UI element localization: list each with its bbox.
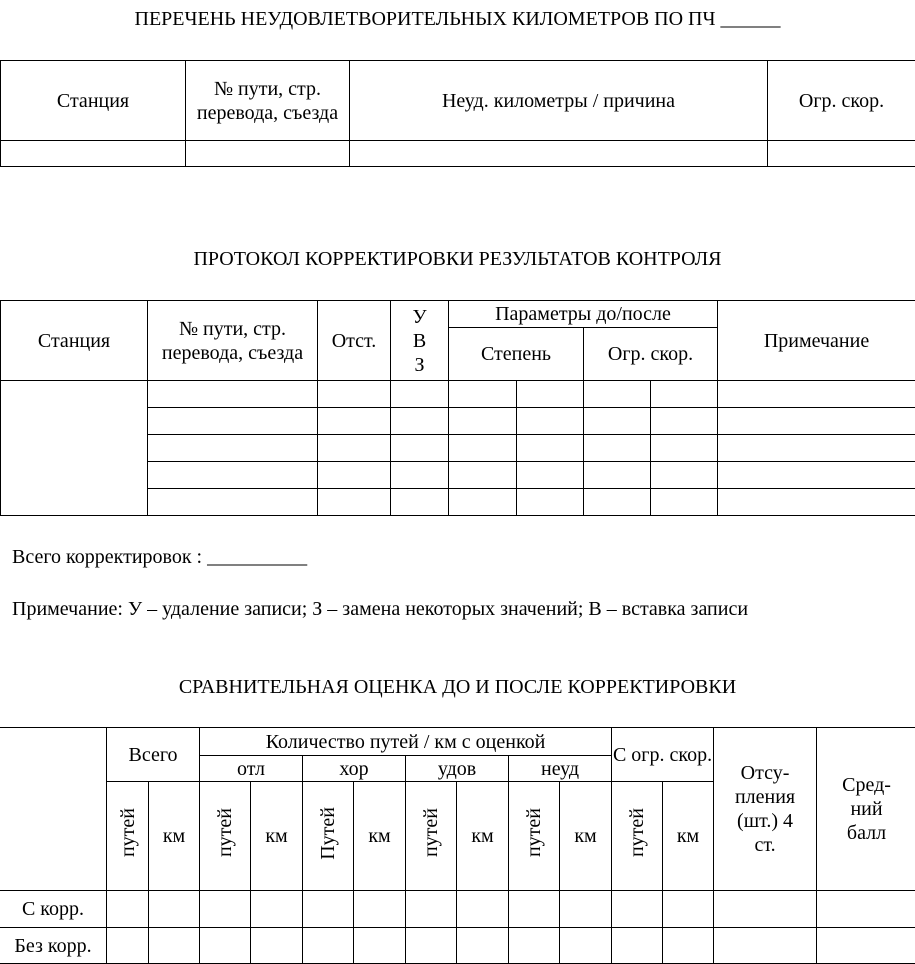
table-cell[interactable]	[584, 435, 651, 462]
column-header-track: № пути, стр. перевода, съезда	[186, 61, 350, 141]
sub-header-km: км	[149, 782, 200, 891]
table-cell[interactable]	[318, 462, 391, 489]
table-cell[interactable]	[186, 141, 350, 167]
table-cell[interactable]	[714, 891, 817, 928]
table-cell[interactable]	[718, 435, 915, 462]
table-cell[interactable]	[718, 462, 915, 489]
comparison-table	[0, 727, 915, 964]
table-cell[interactable]	[449, 462, 517, 489]
table-cell[interactable]	[200, 891, 251, 928]
comparison-title: СРАВНИТЕЛЬНАЯ ОЦЕНКА ДО И ПОСЛЕ КОРРЕКТИРОВКИ	[178, 676, 737, 698]
table-cell[interactable]	[517, 462, 584, 489]
table-cell[interactable]	[584, 462, 651, 489]
column-header-station: Станция	[1, 301, 148, 381]
table-cell[interactable]	[714, 928, 817, 964]
table-row	[0, 928, 915, 964]
column-header-track: № пути, стр. перевода, съезда	[148, 301, 318, 381]
table-cell[interactable]	[449, 489, 517, 516]
table-row	[1, 141, 915, 167]
table-row	[1, 381, 915, 408]
table-cell[interactable]	[817, 928, 915, 964]
table-cell[interactable]	[406, 891, 457, 928]
grade-good: хор	[303, 756, 406, 782]
sub-header-tracks: путей	[107, 782, 149, 891]
table-cell[interactable]	[148, 435, 318, 462]
table-cell[interactable]	[148, 489, 318, 516]
column-header-params: Параметры до/после	[449, 301, 718, 328]
sub-header-tracks: Путей	[303, 782, 354, 891]
unsatisfactory-km-table	[0, 60, 915, 167]
table-cell[interactable]	[391, 408, 449, 435]
table-cell[interactable]	[251, 928, 303, 964]
table-cell[interactable]	[149, 891, 200, 928]
column-header-deviations: Отсу-пления (шт.) 4 ст.	[714, 728, 817, 891]
table-cell[interactable]	[1, 141, 186, 167]
sub-header-tracks: путей	[509, 782, 560, 891]
grade-satisfactory: удов	[406, 756, 509, 782]
table-cell[interactable]	[612, 891, 663, 928]
table-cell[interactable]	[391, 435, 449, 462]
table-cell[interactable]	[457, 891, 509, 928]
table-cell[interactable]	[107, 891, 149, 928]
table-cell[interactable]	[251, 891, 303, 928]
column-header-km-reason: Неуд. километры / причина	[350, 61, 768, 141]
column-header-speed-limit: С огр. скор.	[612, 728, 714, 782]
table-cell[interactable]	[318, 408, 391, 435]
table-cell[interactable]	[200, 928, 251, 964]
table-cell[interactable]	[663, 928, 714, 964]
table-cell[interactable]	[303, 891, 354, 928]
note-legend: Примечание: У – удаление записи; З – замена некоторых значений; В – вставка записи	[12, 598, 749, 620]
table-cell[interactable]	[651, 435, 718, 462]
table-cell[interactable]	[350, 141, 768, 167]
table-cell[interactable]	[149, 928, 200, 964]
row-label-with-correction: С корр.	[0, 891, 107, 928]
column-header-deviation: Отст.	[318, 301, 391, 381]
sub-header-tracks: путей	[406, 782, 457, 891]
column-header-station: Станция	[1, 61, 186, 141]
grade-excellent: отл	[200, 756, 303, 782]
table-cell[interactable]	[517, 408, 584, 435]
table-cell[interactable]	[303, 928, 354, 964]
table-cell[interactable]	[718, 408, 915, 435]
table-cell[interactable]	[391, 462, 449, 489]
column-header-uvz: У В З	[391, 301, 449, 381]
total-corrections: Всего корректировок : __________	[12, 546, 308, 568]
table-cell[interactable]	[663, 891, 714, 928]
table-cell[interactable]	[391, 381, 449, 408]
table-cell[interactable]	[318, 435, 391, 462]
column-header-degree: Степень	[449, 328, 584, 381]
table-cell[interactable]	[148, 408, 318, 435]
table-cell[interactable]	[354, 928, 406, 964]
column-header-note: Примечание	[718, 301, 915, 381]
table-cell[interactable]	[817, 891, 915, 928]
table-cell[interactable]	[560, 928, 612, 964]
sub-header-km: км	[663, 782, 714, 891]
list-title: ПЕРЕЧЕНЬ НЕУДОВЛЕТВОРИТЕЛЬНЫХ КИЛОМЕТРОВ ПО ПЧ ______	[134, 8, 781, 30]
table-cell[interactable]	[318, 381, 391, 408]
column-header-speed-limit: Огр. скор.	[584, 328, 718, 381]
sub-header-tracks: путей	[200, 782, 251, 891]
table-cell[interactable]	[718, 489, 915, 516]
column-header-average-score: Сред-ний балл	[817, 728, 915, 891]
row-label-without-correction: Без корр.	[0, 928, 107, 964]
correction-protocol-table	[0, 300, 915, 516]
column-header-total: Всего	[107, 728, 200, 782]
table-row	[0, 891, 915, 928]
table-cell[interactable]	[509, 891, 560, 928]
column-header-speed-limit: Огр. скор.	[768, 61, 915, 141]
table-cell[interactable]	[612, 928, 663, 964]
table-cell[interactable]	[651, 408, 718, 435]
table-cell[interactable]	[318, 489, 391, 516]
sub-header-km: км	[457, 782, 509, 891]
table-cell[interactable]	[651, 462, 718, 489]
table-cell[interactable]	[651, 381, 718, 408]
table-cell[interactable]	[560, 891, 612, 928]
table-cell[interactable]	[148, 381, 318, 408]
sub-header-km: км	[251, 782, 303, 891]
grade-unsatisfactory: неуд	[509, 756, 612, 782]
table-cell[interactable]	[517, 381, 584, 408]
table-cell[interactable]	[584, 489, 651, 516]
table-cell[interactable]	[718, 381, 915, 408]
protocol-title: ПРОТОКОЛ КОРРЕКТИРОВКИ РЕЗУЛЬТАТОВ КОНТРОЛЯ	[193, 248, 722, 270]
table-cell[interactable]	[584, 381, 651, 408]
table-cell[interactable]	[768, 141, 915, 167]
table-cell[interactable]	[584, 408, 651, 435]
table-cell[interactable]	[391, 489, 449, 516]
table-cell[interactable]	[517, 489, 584, 516]
sub-header-km: км	[560, 782, 612, 891]
table-cell[interactable]	[354, 891, 406, 928]
table-cell[interactable]	[651, 489, 718, 516]
sub-header-km: км	[354, 782, 406, 891]
table-cell[interactable]	[517, 435, 584, 462]
column-header-count: Количество путей / км с оценкой	[200, 728, 612, 756]
table-cell[interactable]	[449, 381, 517, 408]
corner-cell	[0, 728, 107, 891]
table-cell[interactable]	[406, 928, 457, 964]
table-cell[interactable]	[457, 928, 509, 964]
table-cell[interactable]	[148, 462, 318, 489]
table-cell[interactable]	[449, 435, 517, 462]
table-cell[interactable]	[509, 928, 560, 964]
table-cell[interactable]	[449, 408, 517, 435]
table-cell[interactable]	[107, 928, 149, 964]
sub-header-tracks: путей	[612, 782, 663, 891]
station-cell[interactable]	[1, 381, 148, 516]
